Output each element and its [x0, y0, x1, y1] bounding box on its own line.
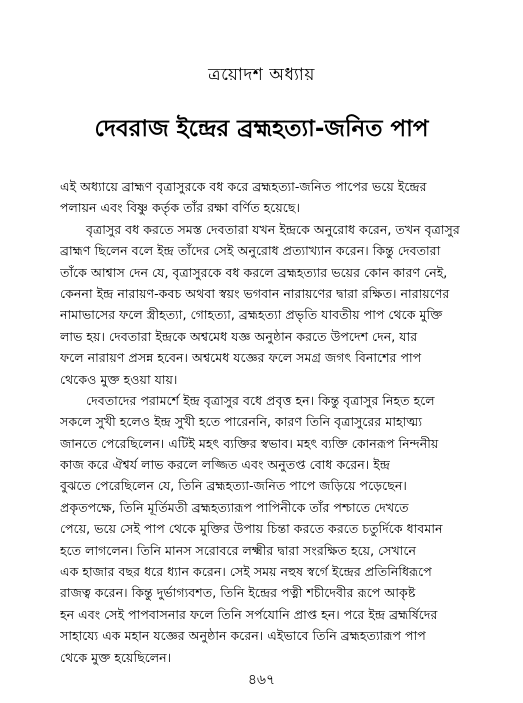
body-text [60, 176, 500, 668]
text-line: পলায়ন এবং বিষ্ণু কর্তৃক তাঁর রক্ষা বর্ণিত হয়েছে। [60, 200, 300, 216]
text-line: তাঁকে আশ্বাস দেন যে, বৃত্রাসুরকে বধ করলে ব্রহ্মহত্যার ভয়ের কোন কারণ নেই, [60, 264, 448, 280]
text-line: থেকে মুক্ত হয়েছিলেন। [60, 649, 172, 665]
text-line: বৃত্রাসুর বধ করতে সমস্ত দেবতারা যখন ইন্দ্রকে অনুরোধ করেন, তখন বৃত্রাসুর [86, 221, 460, 237]
text-line: সকলে সুখী হলেও ইন্দ্র সুখী হতে পারেননি, কারণ তিনি বৃত্রাসুরের মাহাত্ম্য [60, 414, 423, 430]
text-line: কেননা ইন্দ্র নারায়ণ-কবচ অথবা স্বয়ং ভগবান নারায়ণের দ্বারা রক্ষিত। নারায়ণের [60, 285, 450, 301]
text-line: ফলে নারায়ণ প্রসন্ন হবেন। অশ্বমেধ যজ্ঞের ফলে সমগ্র জগৎ বিনাশের পাপ [60, 350, 422, 366]
chapter-title: দেবরাজ ইন্দ্রের ব্রহ্মহত্যা-জনিত পাপ [94, 116, 429, 142]
text-line: এক হাজার বছর ধরে ধ্যান করেন। সেই সময় নহুষ স্বর্গে ইন্দ্রের প্রতিনিধিরূপে [60, 564, 432, 580]
text-line: প্রকৃতপক্ষে, তিনি মূর্তিমতী ব্রহ্মহত্যারূপ পাপিনীকে তাঁর পশ্চাতে দেখতে [60, 499, 409, 515]
page-number: ৪৬৭ [247, 672, 276, 688]
text-line: হন এবং সেই পাপবাসনার ফলে তিনি সর্পযোনি প্রাপ্ত হন। পরে ইন্দ্র ব্রহ্মর্ষিদের [60, 606, 438, 622]
chapter-heading: ত্রয়োদশ অধ্যায় [208, 65, 315, 85]
text-line: কাজ করে ঐশ্বর্য লাভ করলে লজ্জিত এবং অনুতপ্ত বোধ করেন। ইন্দ্র [60, 457, 390, 473]
text-line: জানতে পেরেছিলেন। এটিই মহৎ ব্যক্তির স্বভাব। মহৎ ব্যক্তি কোনরূপ নিন্দনীয় [60, 435, 439, 451]
text-line: সাহায্যে এক মহান যজ্ঞের অনুষ্ঠান করেন। এইভাবে তিনি ব্রহ্মহত্যারূপ পাপ [60, 628, 426, 644]
text-line: বুঝতে পেরেছিলেন যে, তিনি ব্রহ্মহত্যা-জনিত পাপে জড়িয়ে পড়েছেন। [60, 478, 407, 494]
text-line: এই অধ্যায়ে ব্রাহ্মণ বৃত্রাসুরকে বধ করে ব্রহ্মহত্যা-জনিত পাপের ভয়ে ইন্দ্রের [60, 179, 427, 194]
paragraph [60, 219, 500, 390]
text-line: ব্রাহ্মণ ছিলেন বলে ইন্দ্র তাঁদের সেই অনুরোধ প্রত্যাখ্যান করেন। কিন্তু দেবতারা [60, 243, 441, 259]
text-line: পেয়ে, ভয়ে সেই পাপ থেকে মুক্তির উপায় চিন্তা করতে করতে চতুর্দিকে ধাবমান [60, 521, 443, 537]
text-line: লাভ হয়। দেবতারা ইন্দ্রকে অশ্বমেধ যজ্ঞ অনুষ্ঠান করতে উপদেশ দেন, যার [60, 328, 418, 344]
text-line: হতে লাগলেন। তিনি মানস সরোবরে লক্ষ্মীর দ্বারা সংরক্ষিত হয়ে, সেখানে [60, 542, 417, 558]
text-line: রাজত্ব করেন। কিন্তু দুর্ভাগ্যবশত, তিনি ইন্দ্রের পত্নী শচীদেবীর রূপে আকৃষ্ট [60, 585, 416, 601]
text-line: নামাভাসের ফলে স্ত্রীহত্যা, গোহত্যা, ব্রহ্মহত্যা প্রভৃতি যাবতীয় পাপ থেকে মুক্তি [60, 307, 443, 323]
paragraph [60, 390, 500, 668]
text-line: থেকেও মুক্ত হওয়া যায়। [60, 371, 178, 387]
text-line: দেবতাদের পরামর্শে ইন্দ্র বৃত্রাসুর বধে প্রবৃত্ত হন। কিন্তু বৃত্রাসুর নিহত হলে [86, 392, 435, 408]
paragraph-summary [60, 176, 500, 219]
